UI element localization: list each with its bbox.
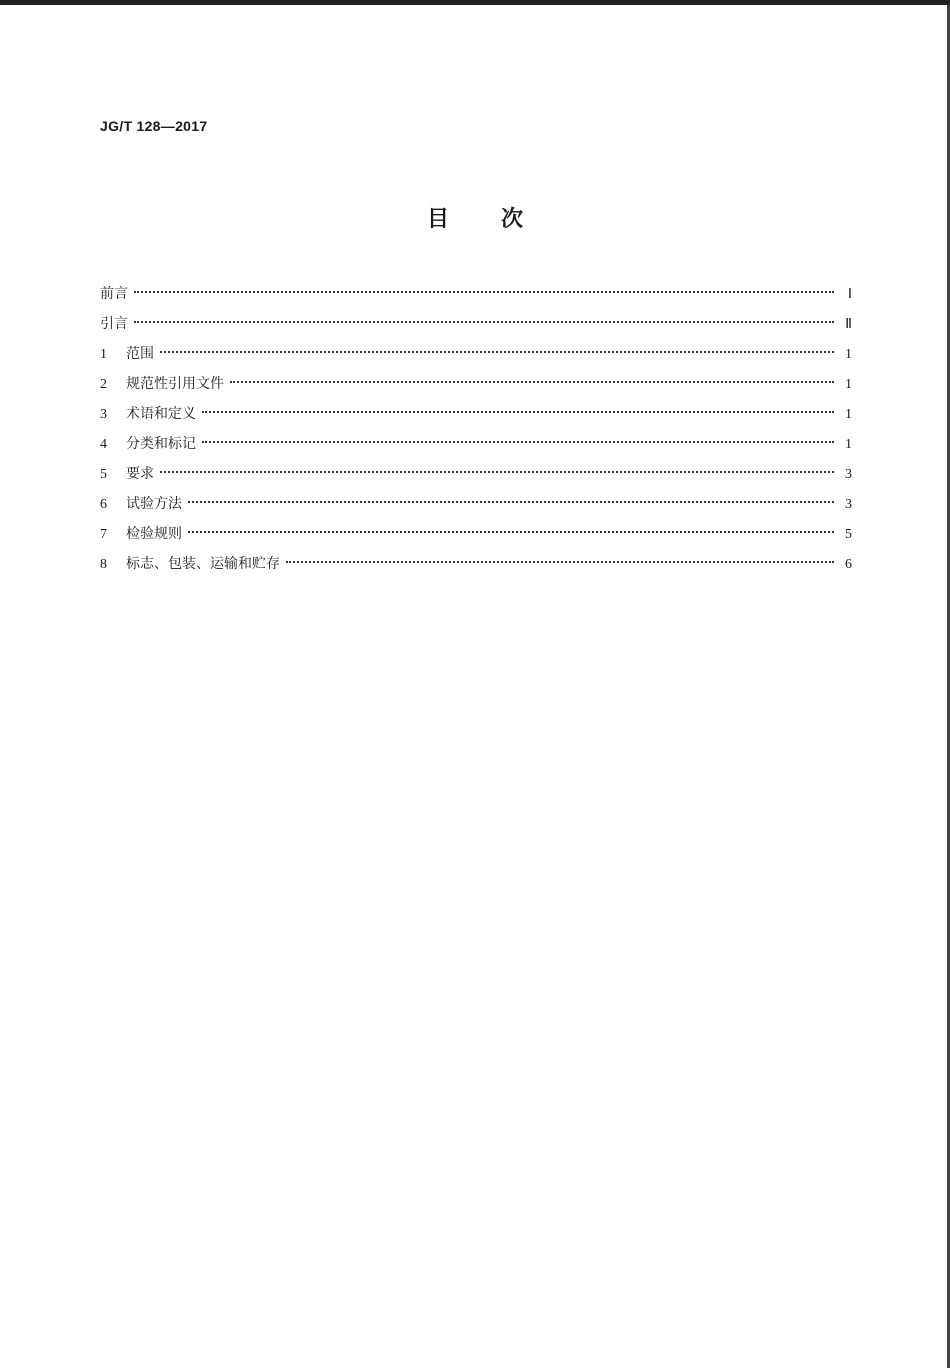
dot-leader [230, 381, 834, 383]
toc-entry-1[interactable] [100, 343, 852, 373]
toc-entry-7[interactable] [100, 523, 852, 553]
toc-entry-5[interactable] [100, 463, 852, 493]
toc-entry-8[interactable] [100, 553, 852, 583]
dot-leader [160, 471, 834, 473]
toc-entry-page: 3 [845, 467, 852, 482]
toc-entry-page: 6 [845, 557, 852, 572]
toc-entry-number: 6 [100, 497, 107, 512]
standard-code: JG/T 128—2017 [100, 118, 208, 134]
toc-entry-title: 检验规则 [126, 526, 182, 542]
toc-entry-number: 5 [100, 467, 107, 482]
toc-entry-preface[interactable] [100, 283, 852, 313]
toc-entry-page: 1 [845, 407, 852, 422]
page-title: 目次 [426, 207, 575, 232]
toc-entry-number: 7 [100, 527, 107, 542]
toc-entry-6[interactable] [100, 493, 852, 523]
toc-entry-page: Ⅱ [845, 317, 852, 332]
table-of-contents [100, 283, 852, 583]
dot-leader [134, 291, 834, 293]
toc-entry-title: 标志、包装、运输和贮存 [126, 556, 280, 572]
toc-entry-title: 范围 [126, 346, 154, 362]
page-top-border [0, 0, 950, 5]
toc-entry-title: 试验方法 [126, 496, 182, 512]
dot-leader [188, 531, 834, 533]
toc-entry-number: 3 [100, 407, 107, 422]
toc-entry-page: 1 [845, 347, 852, 362]
toc-entry-title: 前言 [100, 286, 128, 302]
dot-leader [202, 441, 834, 443]
toc-entry-page: 1 [845, 377, 852, 392]
toc-entry-number: 8 [100, 557, 107, 572]
dot-leader [134, 321, 834, 323]
toc-entry-page: 5 [845, 527, 852, 542]
toc-entry-page: 3 [845, 497, 852, 512]
toc-entry-4[interactable] [100, 433, 852, 463]
toc-entry-number: 2 [100, 377, 107, 392]
dot-leader [286, 561, 834, 563]
dot-leader [188, 501, 834, 503]
toc-entry-title: 分类和标记 [126, 436, 196, 452]
toc-entry-page: Ⅰ [847, 287, 852, 302]
dot-leader [160, 351, 834, 353]
toc-entry-title: 规范性引用文件 [126, 376, 224, 392]
toc-entry-page: 1 [845, 437, 852, 452]
toc-entry-title: 引言 [100, 316, 128, 332]
toc-entry-3[interactable] [100, 403, 852, 433]
toc-entry-number: 1 [100, 347, 107, 362]
toc-entry-2[interactable] [100, 373, 852, 403]
toc-entry-title: 要求 [126, 466, 154, 482]
toc-entry-title: 术语和定义 [126, 406, 196, 422]
toc-entry-introduction[interactable] [100, 313, 852, 343]
toc-entry-number: 4 [100, 437, 107, 452]
dot-leader [202, 411, 834, 413]
